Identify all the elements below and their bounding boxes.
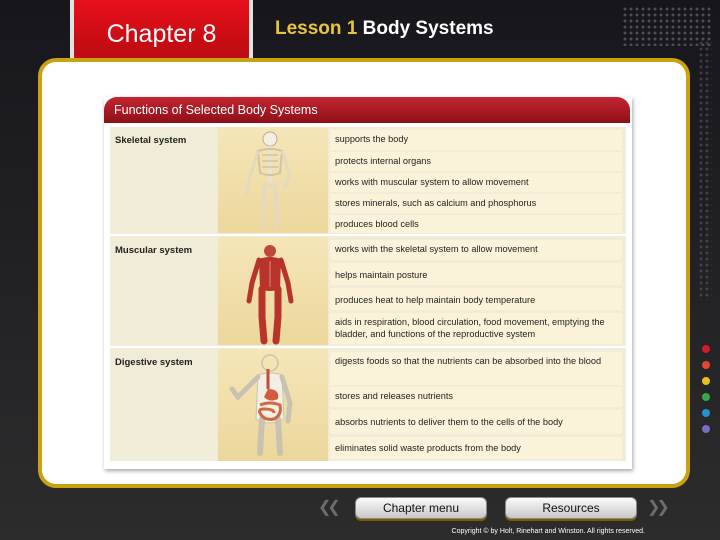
copyright-notice: Copyright © by Holt, Rinehart and Winston. All rights reserved. bbox=[451, 528, 645, 535]
system-section-skeletal bbox=[110, 127, 626, 233]
figure-table bbox=[110, 127, 626, 461]
side-indicator-dot bbox=[702, 377, 710, 385]
body-systems-figure bbox=[104, 97, 632, 469]
double-chevron-right-icon[interactable]: ❯❯ bbox=[647, 499, 666, 516]
function-item: aids in respiration, blood circulation, food movement, emptying the bladder, and functions of the reproductive system bbox=[330, 313, 622, 344]
function-item: supports the body bbox=[330, 130, 622, 150]
skeleton-illustration bbox=[218, 127, 328, 233]
double-chevron-left-icon[interactable]: ❮❮ bbox=[318, 499, 337, 516]
lesson-number: Lesson 1 bbox=[275, 18, 358, 39]
side-indicator-dot bbox=[702, 361, 710, 369]
system-name: Digestive system bbox=[115, 357, 193, 368]
function-item: works with muscular system to allow movement bbox=[330, 173, 622, 192]
chapter-menu-button[interactable]: Chapter menu bbox=[355, 497, 487, 519]
system-section-muscular bbox=[110, 237, 626, 345]
digestive-tract-illustration bbox=[218, 349, 328, 461]
row-divider bbox=[110, 346, 626, 348]
function-item: absorbs nutrients to deliver them to the cells of the body bbox=[330, 410, 622, 434]
lesson-title: Body Systems bbox=[362, 18, 494, 39]
system-name: Muscular system bbox=[115, 245, 193, 256]
function-item: produces heat to help maintain body temperature bbox=[330, 288, 622, 310]
function-item: protects internal organs bbox=[330, 152, 622, 171]
side-indicator-dot bbox=[702, 409, 710, 417]
function-item: stores minerals, such as calcium and phosphorus bbox=[330, 194, 622, 213]
function-item: eliminates solid waste products from the body bbox=[330, 437, 622, 459]
function-item: produces blood cells bbox=[330, 215, 622, 233]
function-item: helps maintain posture bbox=[330, 263, 622, 285]
side-indicator-dot bbox=[702, 425, 710, 433]
function-item: stores and releases nutrients bbox=[330, 387, 622, 407]
muscles-illustration bbox=[218, 237, 328, 345]
figure-title: Functions of Selected Body Systems bbox=[104, 97, 630, 123]
function-item: digests foods so that the nutrients can be absorbed into the blood bbox=[330, 352, 622, 385]
row-divider bbox=[110, 234, 626, 236]
resources-button[interactable]: Resources bbox=[505, 497, 637, 519]
lesson-heading bbox=[275, 18, 494, 40]
function-item: works with the skeletal system to allow movement bbox=[330, 240, 622, 260]
chapter-label: Chapter 8 bbox=[74, 0, 249, 68]
system-name: Skeletal system bbox=[115, 135, 187, 146]
system-section-digestive bbox=[110, 349, 626, 461]
side-indicator-dot bbox=[702, 393, 710, 401]
decorative-dot-column bbox=[698, 40, 712, 300]
side-indicator-dot bbox=[702, 345, 710, 353]
